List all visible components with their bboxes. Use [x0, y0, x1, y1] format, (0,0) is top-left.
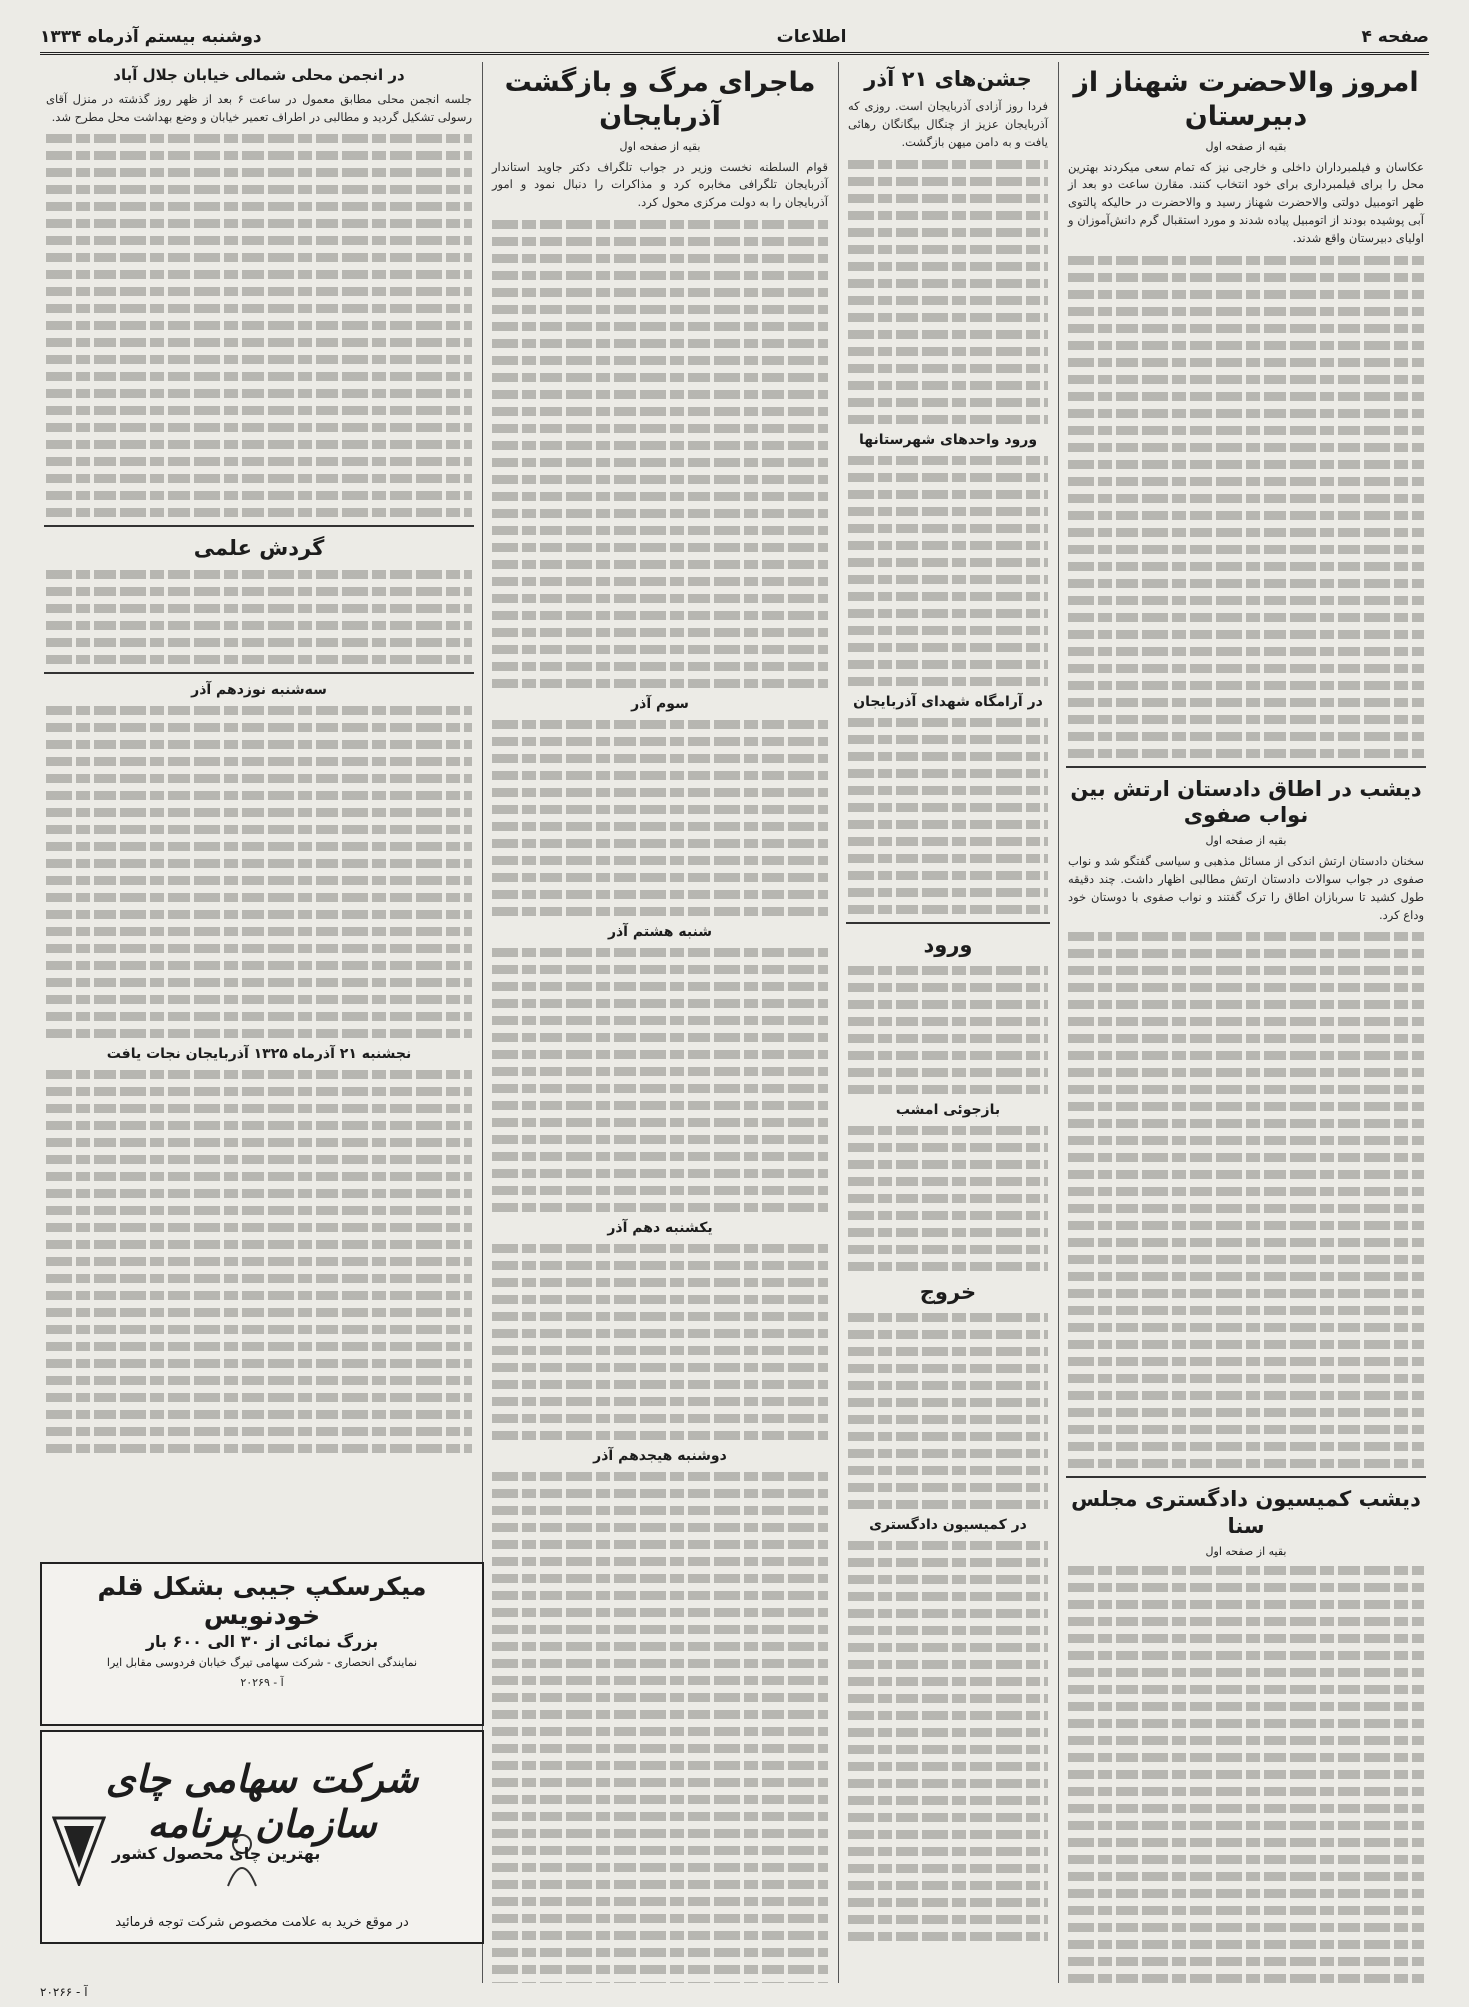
subhead: ورود واحدهای شهرستانها	[858, 431, 1038, 448]
divider	[1066, 766, 1426, 768]
headline-senate-commission: دیشب کمیسیون دادگستری مجلس سنا	[1071, 1487, 1421, 1538]
article-text-block	[1068, 1566, 1424, 1983]
headline-navab-safavi: دیشب در اطاق دادستان ارتش بین نواب صفوی	[1070, 776, 1422, 827]
subhead: در کمیسیون دادگستری	[869, 1517, 1027, 1534]
continuation-note: بقیه از صفحه اول	[1205, 834, 1287, 848]
article-text-block	[848, 1541, 1048, 1941]
article-text-block	[492, 220, 828, 688]
tea-logo-icon	[52, 1814, 106, 1886]
advertisement-tea-company	[40, 1730, 484, 1944]
article-text-block	[46, 1070, 472, 1453]
masthead	[40, 22, 1429, 55]
ad-slogan: در موقع خرید به علامت مخصوص شرکت توجه فرمائید	[115, 1915, 409, 1930]
column-rule	[838, 62, 839, 1983]
headline-local-council: در انجمن محلی شمالی خیابان جلال آباد	[113, 66, 405, 84]
subhead: در آرامگاه شهدای آذربایجان	[853, 693, 1043, 710]
ad-title: میکرسکپ جیبی بشکل قلم خودنویس	[97, 1572, 427, 1630]
article-text-block	[1068, 932, 1424, 1468]
column-left	[40, 62, 478, 1553]
article-text-block	[848, 1126, 1048, 1271]
headline-azerbaijan: ماجرای مرگ و بازگشت آذربایجان	[504, 67, 816, 132]
article-body: قوام السلطنه نخست وزیر در جواب تلگراف دکتر جاوید استاندار آذربایجان تلگرافی مخابره کرد و مذاکرات را دنبال نمود و امور آذربایجان را به دولت مرکزی محول کرد.	[492, 159, 828, 210]
column-second	[842, 62, 1054, 1983]
ad-subtitle: بزرگ نمائی از ۳۰ الی ۶۰۰ بار	[145, 1632, 379, 1651]
headline-azar-21: جشن‌های ۲۱ آذر	[864, 67, 1032, 91]
article-text-block	[848, 718, 1048, 914]
subhead: نجشنبه ۲۱ آذرماه ۱۳۲۵ آذربایجان نجات یافت	[106, 1045, 412, 1062]
column-rule	[1058, 62, 1059, 1983]
continuation-note: بقیه از صفحه اول	[619, 139, 701, 153]
footer-code: آ - ۲۰۲۶۶	[40, 1985, 88, 1999]
article-text-block	[46, 570, 472, 664]
article-text-block	[46, 706, 472, 1038]
continuation-note: بقیه از صفحه اول	[1205, 1544, 1287, 1558]
advertisement-pen-microscope	[40, 1562, 484, 1726]
column-right	[1062, 62, 1430, 1983]
subhead: سوم آذر	[631, 695, 689, 712]
article-body: عکاسان و فیلمبرداران داخلی و خارجی نیز که تمام سعی میکردند بهترین محل را برای فیلمبرداری برای خود انتخاب کنند. مقارن ساعت دو بعد از ظهر اتومبیل دولتی والاحضرت شهناز رسید و والاحضرت در حالیکه پالتوی آبی پوشیده بودند از اتومبیل پیاده شدند و مورد استقبال گرم دانش‌آموزان و اولیای دبیرستان واقع شدند.	[1068, 159, 1424, 245]
article-text-block	[492, 948, 828, 1212]
newspaper-name: اطلاعات	[776, 27, 847, 47]
ad-text: نمایندگی انحصاری - شرکت سهامی تیرگ خیابان فردوسی مقابل ایرا	[106, 1656, 418, 1669]
article-body: فردا روز آزادی آذربایجان است. روزی که آذربایجان عزیز از چنگال بیگانگان رهائی یافت و به دامن میهن بازگشت.	[848, 99, 1048, 149]
divider	[44, 672, 474, 674]
article-text-block	[848, 1313, 1048, 1509]
headline-science-trip: گردش علمی	[193, 536, 325, 561]
article-text-block	[46, 134, 472, 517]
divider	[846, 922, 1050, 924]
headline-shahnaz: امروز والاحضرت شهناز از دبیرستان	[1073, 67, 1419, 132]
article-text-block	[492, 1244, 828, 1440]
subhead: سه‌شنبه نوزدهم آذر	[191, 681, 327, 698]
subhead: دوشنبه هیجدهم آذر	[593, 1447, 727, 1464]
article-text-block	[848, 966, 1048, 1094]
subhead: بازجوئی امشب	[895, 1101, 1001, 1118]
subhead: یکشنبه دهم آذر	[607, 1219, 713, 1236]
article-text-block	[1068, 256, 1424, 758]
article-text-block	[492, 1472, 828, 1983]
page-number: صفحه ۴	[1361, 27, 1429, 47]
article-body: سخنان دادستان ارتش اندکی از مسائل مذهبی و سیاسی گفتگو شد و نواب صفوی در جواب سوالات دادستان ارتش مطالبی اظهار داشت. چند دقیقه طول کشید تا سربازان اطاق را ترک گفتند و نواب صفوی با دوستان خود وداع کرد.	[1068, 854, 1424, 922]
column-third	[486, 62, 834, 1983]
article-body: جلسه انجمن محلی مطابق معمول در ساعت ۶ بعد از ظهر روز گذشته در منزل آقای رسولی تشکیل گردید و مطالبی در اطراف تعمیر خیابان و وضع بهداشت محل مطرح شد.	[46, 91, 472, 124]
continuation-note: بقیه از صفحه اول	[1205, 139, 1287, 153]
divider	[44, 525, 474, 527]
ad-brand: شرکت سهامی چای سازمان برنامه	[105, 1756, 419, 1846]
headline-arrival: ورود	[923, 932, 973, 957]
ad-product: بهترین چای محصول کشور	[112, 1844, 321, 1863]
subhead: شنبه هشتم آذر	[607, 923, 713, 940]
date-line: دوشنبه بیستم آذرماه ۱۳۳۴	[40, 27, 262, 47]
ad-code: آ - ۲۰۲۶۹	[240, 1675, 284, 1689]
divider	[1066, 1476, 1426, 1478]
headline-departure: خروج	[919, 1279, 977, 1304]
article-text-block	[492, 720, 828, 916]
article-text-block	[848, 160, 1048, 424]
article-text-block	[848, 456, 1048, 686]
